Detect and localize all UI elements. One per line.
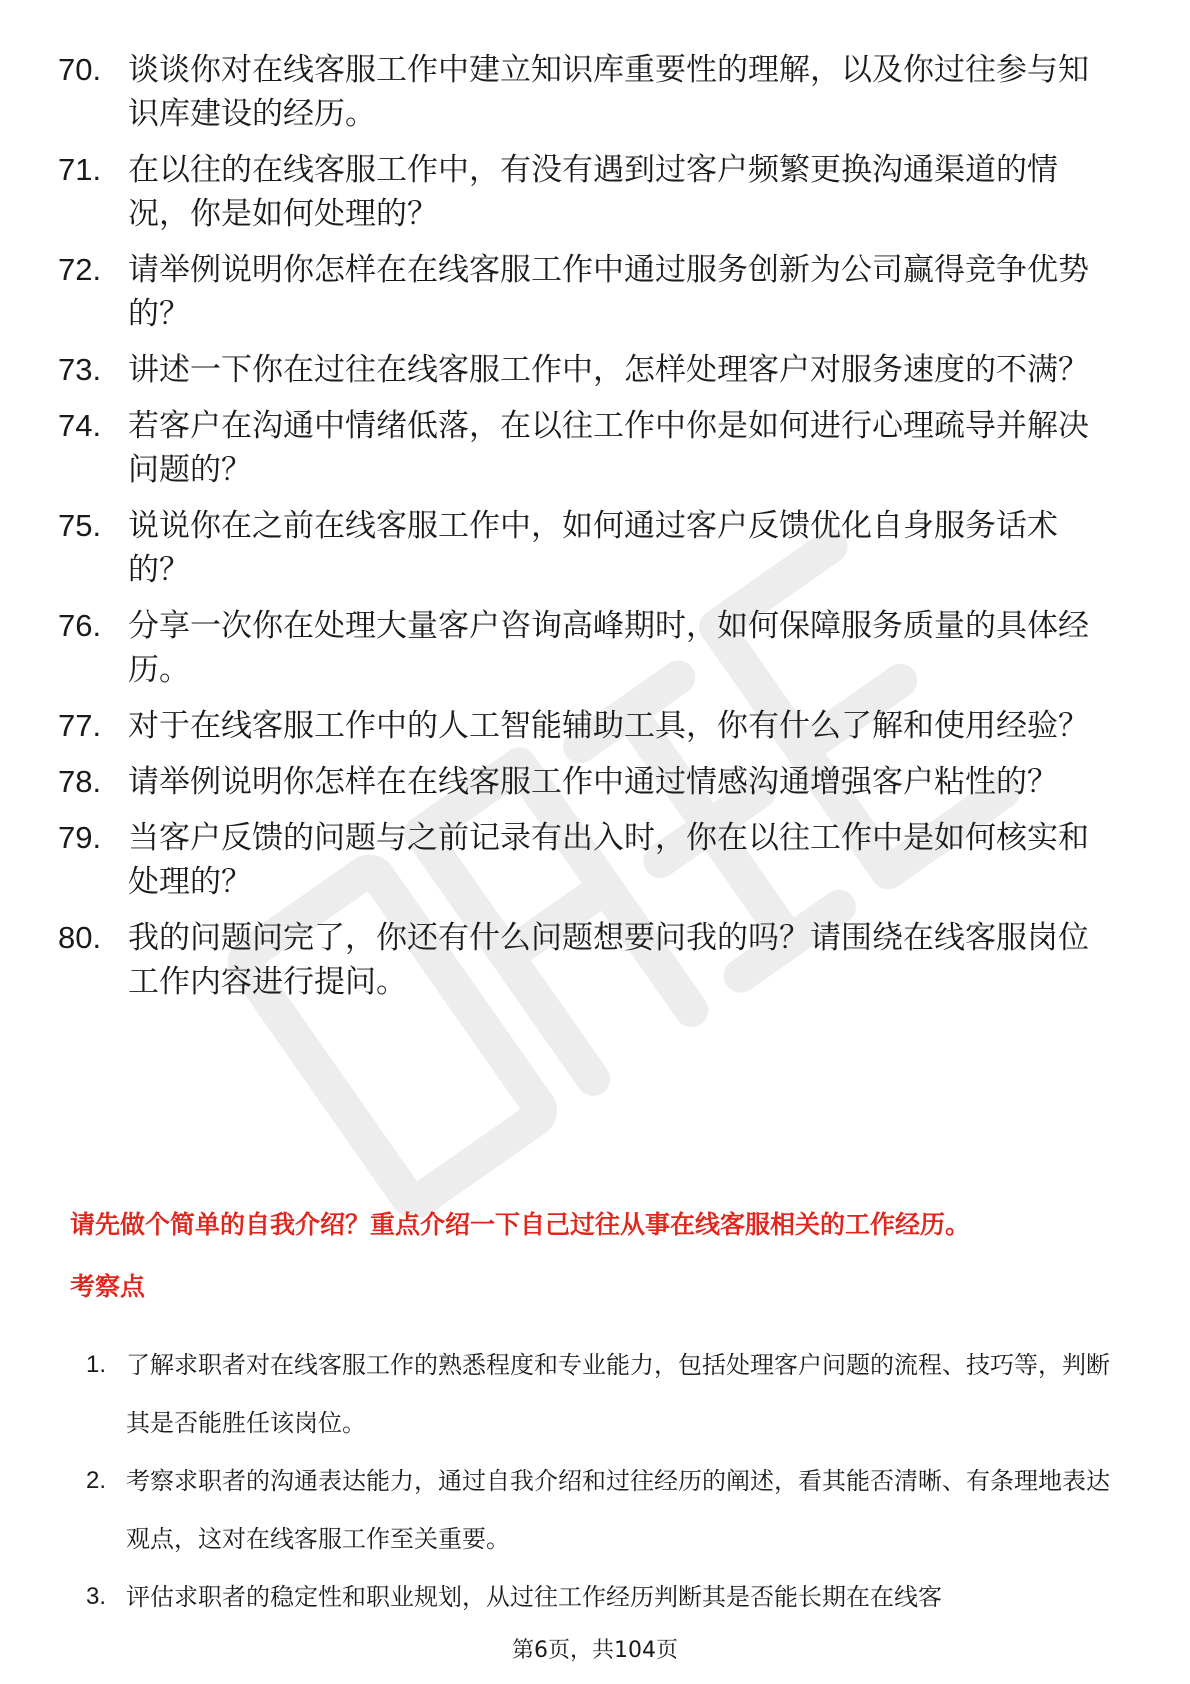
question-number: 80. bbox=[58, 920, 102, 955]
question-text: 说说你在之前在线客服工作中，如何通过客户反馈优化自身服务话术的？ bbox=[128, 508, 1058, 588]
question-text: 请举例说明你怎样在在线客服工作中通过服务创新为公司赢得竞争优势的？ bbox=[128, 252, 1089, 332]
list-item bbox=[58, 760, 1118, 804]
question-number: 77. bbox=[58, 708, 102, 743]
question-number: 73. bbox=[58, 352, 102, 387]
list-item bbox=[58, 704, 1118, 748]
point-text: 考察求职者的沟通表达能力，通过自我介绍和过往经历的阐述，看其能否清晰、有条理地表达观点，这对在线客服工作至关重要。 bbox=[126, 1467, 1110, 1553]
question-list bbox=[58, 48, 1118, 1016]
list-item bbox=[58, 504, 1118, 592]
question-number: 70. bbox=[58, 52, 102, 87]
list-item bbox=[58, 248, 1118, 336]
question-text: 对于在线客服工作中的人工智能辅助工具，你有什么了解和使用经验？ bbox=[128, 708, 1089, 744]
list-item bbox=[58, 916, 1118, 1004]
list-item bbox=[58, 48, 1118, 136]
list-item bbox=[86, 1336, 1126, 1452]
question-number: 72. bbox=[58, 252, 102, 287]
question-text: 谈谈你对在线客服工作中建立知识库重要性的理解，以及你过往参与知识库建设的经历。 bbox=[128, 52, 1089, 132]
list-item bbox=[58, 404, 1118, 492]
point-number: 2. bbox=[86, 1467, 107, 1494]
question-number: 78. bbox=[58, 764, 102, 799]
point-number: 1. bbox=[86, 1351, 107, 1378]
question-text: 在以往的在线客服工作中，有没有遇到过客户频繁更换沟通渠道的情况，你是如何处理的？ bbox=[128, 152, 1058, 232]
list-item bbox=[58, 816, 1118, 904]
list-item bbox=[58, 148, 1118, 236]
section-subtitle: 考察点 bbox=[70, 1272, 146, 1301]
assessment-points-list bbox=[86, 1336, 1126, 1626]
question-number: 75. bbox=[58, 508, 102, 543]
point-number: 3. bbox=[86, 1583, 107, 1610]
point-text: 了解求职者对在线客服工作的熟悉程度和专业能力，包括处理客户问题的流程、技巧等，判断其是否能胜任该岗位。 bbox=[126, 1351, 1110, 1437]
list-item bbox=[86, 1568, 1126, 1626]
question-number: 74. bbox=[58, 408, 102, 443]
question-text: 请举例说明你怎样在在线客服工作中通过情感沟通增强客户粘性的？ bbox=[128, 764, 1058, 800]
question-text: 分享一次你在处理大量客户咨询高峰期时，如何保障服务质量的具体经历。 bbox=[128, 608, 1089, 688]
section-title: 请先做个简单的自我介绍？重点介绍一下自己过往从事在线客服相关的工作经历。 bbox=[70, 1210, 971, 1239]
question-text: 我的问题问完了，你还有什么问题想要问我的吗？请围绕在线客服岗位工作内容进行提问。 bbox=[128, 920, 1089, 1000]
page-footer: 第6页，共104页 bbox=[512, 1638, 678, 1663]
question-number: 71. bbox=[58, 152, 102, 187]
question-text: 讲述一下你在过往在线客服工作中，怎样处理客户对服务速度的不满？ bbox=[128, 352, 1089, 388]
list-item bbox=[58, 348, 1118, 392]
question-text: 若客户在沟通中情绪低落，在以往工作中你是如何进行心理疏导并解决问题的？ bbox=[128, 408, 1089, 488]
question-number: 79. bbox=[58, 820, 102, 855]
point-text: 评估求职者的稳定性和职业规划，从过往工作经历判断其是否能长期在在线客 bbox=[126, 1583, 942, 1611]
question-text: 当客户反馈的问题与之前记录有出入时，你在以往工作中是如何核实和处理的？ bbox=[128, 820, 1089, 900]
list-item bbox=[58, 604, 1118, 692]
list-item bbox=[86, 1452, 1126, 1568]
question-number: 76. bbox=[58, 608, 102, 643]
